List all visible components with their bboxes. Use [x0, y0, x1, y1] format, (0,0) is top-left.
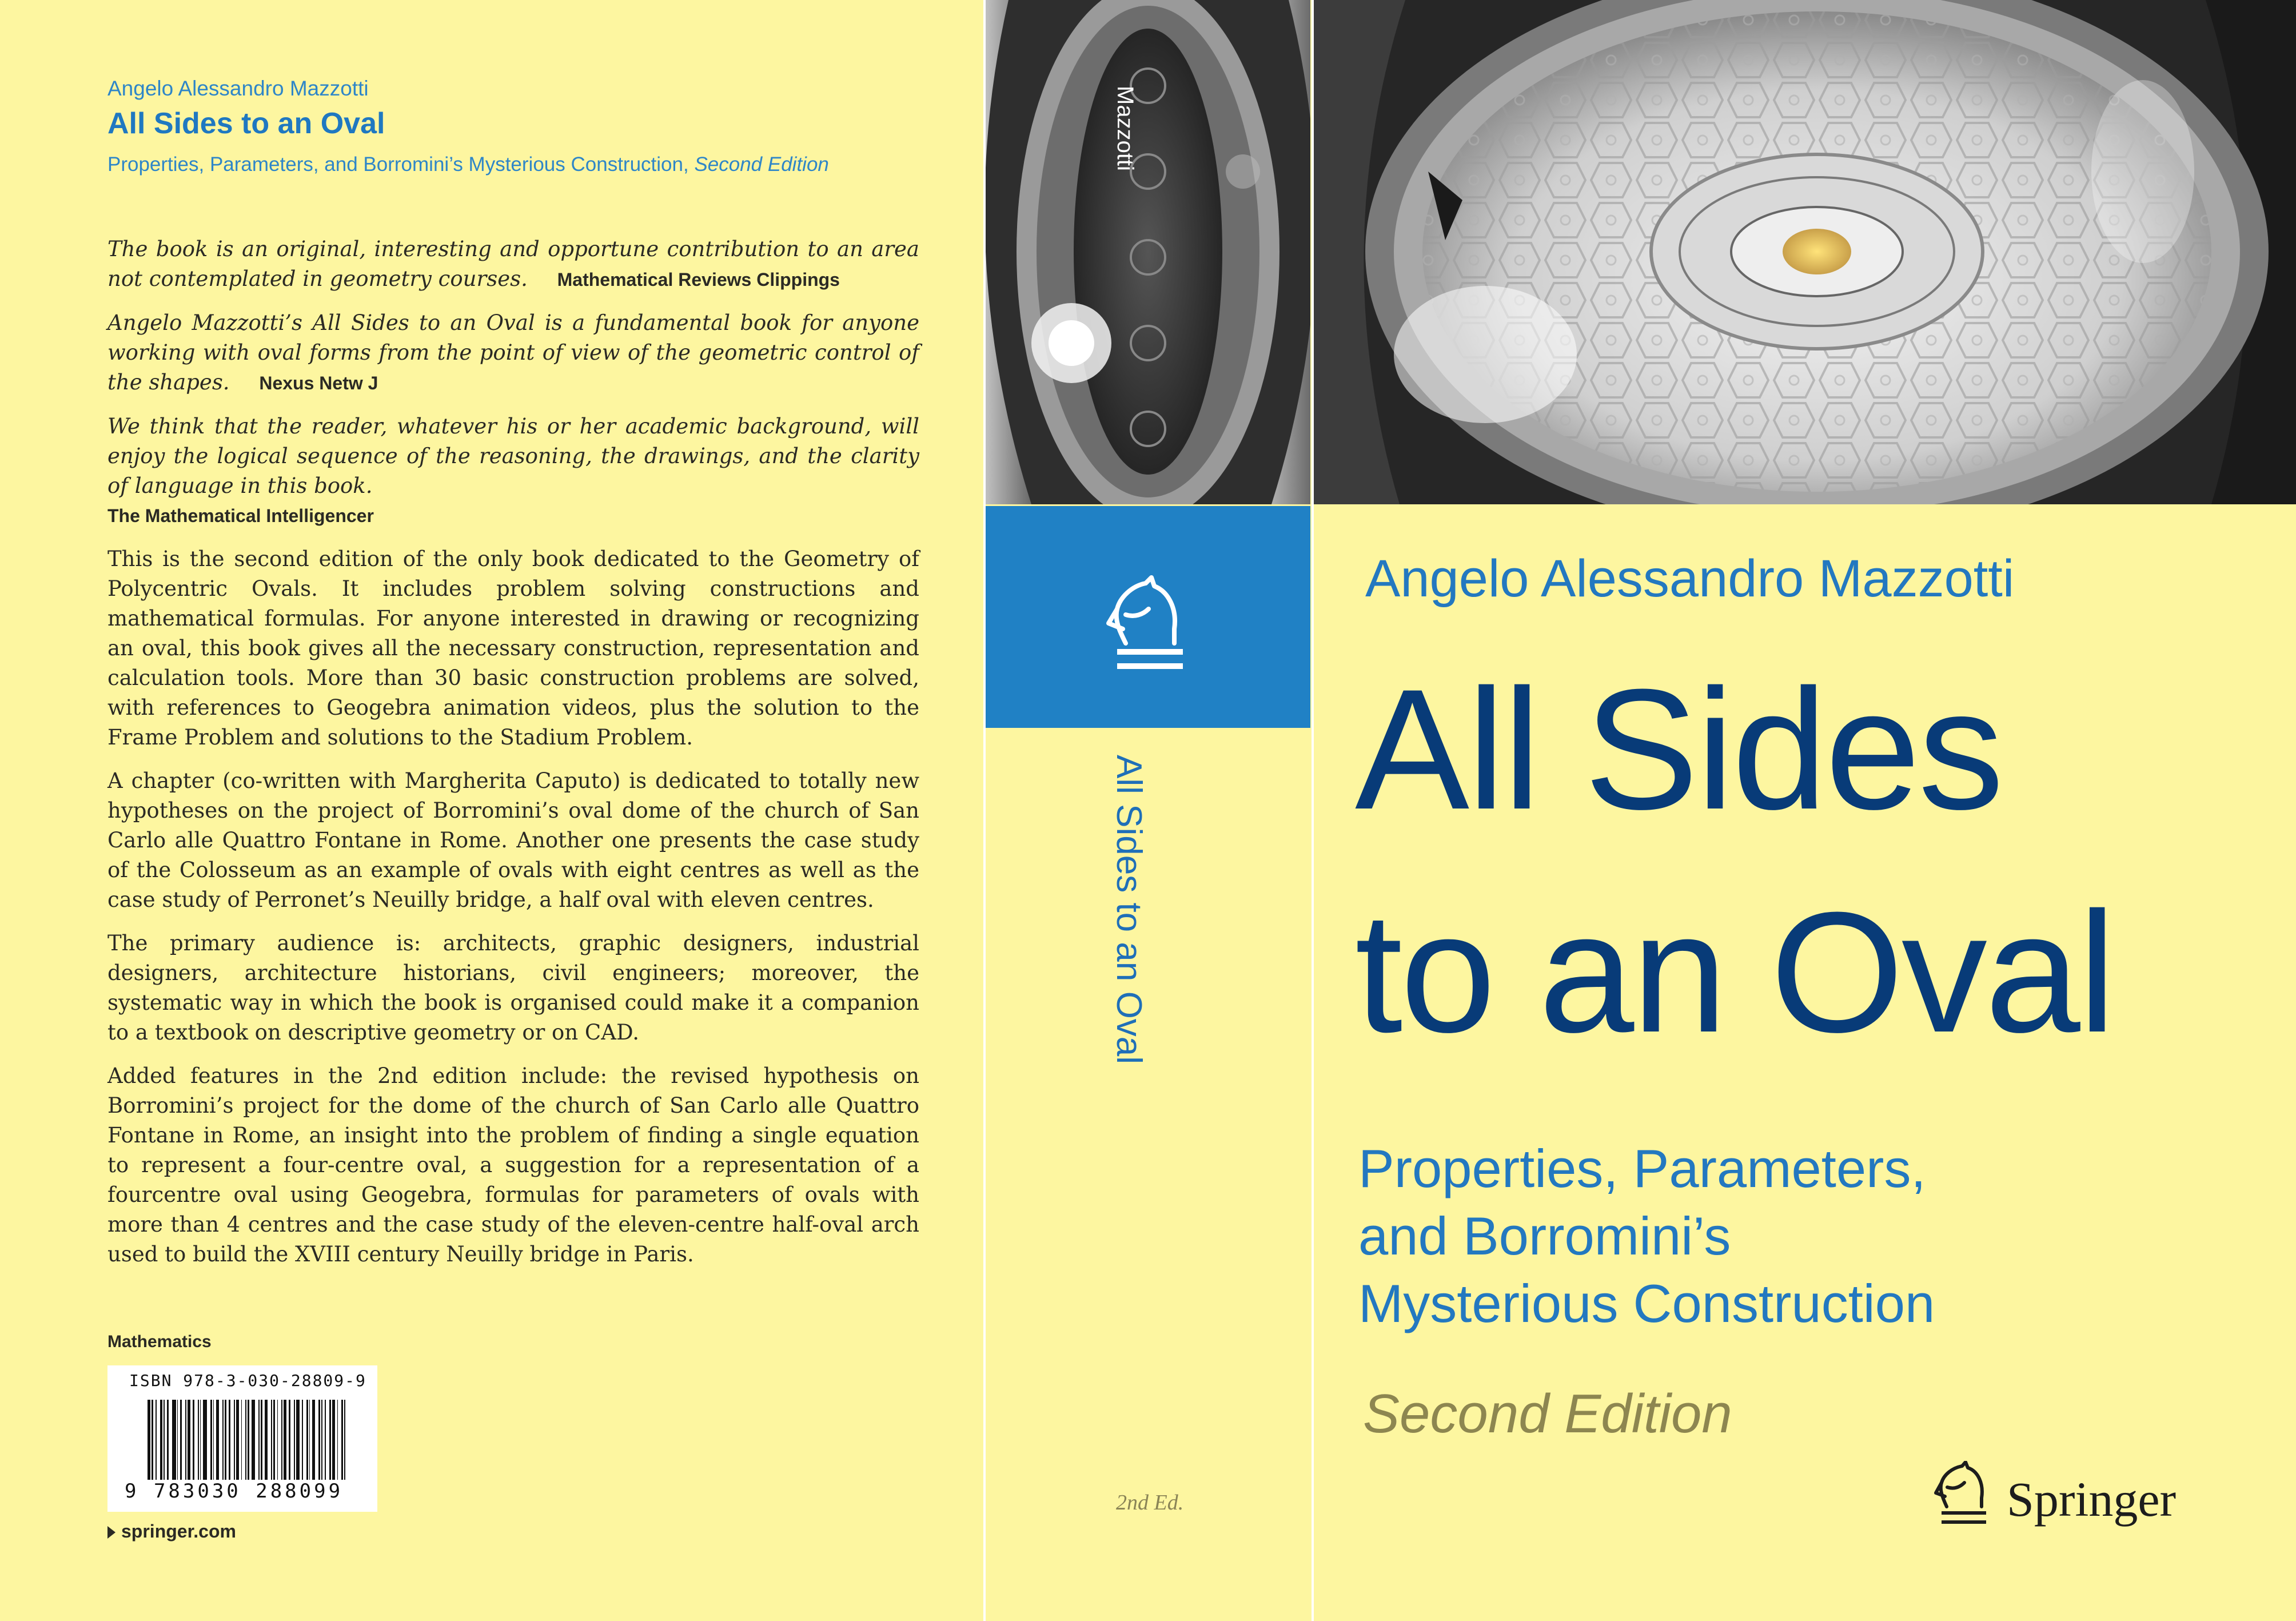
- arrow-right-icon: [107, 1526, 115, 1539]
- barcode-stripe: [248, 1400, 249, 1480]
- barcode-stripe: [152, 1400, 153, 1480]
- barcode-stripe: [188, 1400, 190, 1480]
- barcode-stripe: [318, 1400, 320, 1480]
- barcode-stripe: [258, 1400, 260, 1480]
- springer-knight-logo-icon: [1932, 1461, 1995, 1530]
- barcode-stripe: [289, 1400, 290, 1480]
- barcode-stripe: [172, 1400, 176, 1480]
- barcode-stripe: [332, 1400, 335, 1480]
- barcode-stripe: [241, 1400, 242, 1480]
- barcode-stripe: [156, 1400, 157, 1480]
- barcode-stripe: [302, 1400, 303, 1480]
- subject-label: Mathematics: [107, 1332, 212, 1351]
- spine-title: All Sides to an Oval: [1109, 755, 1149, 1065]
- barcode-image: [107, 1365, 377, 1512]
- barcode-stripe: [271, 1400, 272, 1480]
- barcode-stripe: [185, 1400, 186, 1480]
- quote-source: The Mathematical Intelligencer: [107, 505, 374, 526]
- barcode-stripe: [193, 1400, 194, 1480]
- front-author: Angelo Alessandro Mazzotti: [1365, 549, 2015, 608]
- barcode-stripe: [325, 1400, 326, 1480]
- barcode-stripe: [203, 1400, 206, 1480]
- description-paragraph: A chapter (co-written with Margherita Caputo) is dedicated to totally new hypotheses on the project of Borromini’s oval dome of the church of San Carlo alle Quattro Fontane in Rome. Another one presents the case study of the Colosseum as an example of ovals with eight centres as well as the case study of Perronet’s Neuilly bridge, a half oval with eleven centres.: [107, 768, 919, 912]
- barcode-stripe: [245, 1400, 246, 1480]
- description-paragraph: Added features in the 2nd edition include: the revised hypothesis on Borromini’s project for the dome of the church of San Carlo alle Quattro Fontane in Rome, an insight into the problem of finding a single equation to represent a four-centre oval, a suggestion for a representation of a fourcentre oval using Geogebra, formulas for parameters of ovals with more than 4 centres and the case study of the eleven-centre half-oval arch used to build the XVIII century Neuilly bridge in Paris.: [107, 1064, 919, 1266]
- front-subtitle: [1358, 1135, 1935, 1337]
- barcode-stripe: [312, 1400, 315, 1480]
- front-photo: [1314, 0, 2296, 504]
- barcode-stripe: [321, 1400, 322, 1480]
- review-quote: [107, 234, 919, 294]
- barcode-stripe: [296, 1400, 300, 1480]
- front-title-line2: to an Oval: [1355, 876, 2114, 1068]
- barcode-stripe: [177, 1400, 178, 1480]
- front-title-line1: All Sides: [1355, 653, 2002, 845]
- dome-photo-image: [1314, 0, 2296, 504]
- back-cover: [0, 0, 983, 1621]
- barcode-stripe: [337, 1400, 338, 1480]
- barcode-stripe: [265, 1400, 268, 1480]
- barcode-digits: 9 783030 288099: [125, 1480, 344, 1503]
- barcode-stripe: [200, 1400, 201, 1480]
- spine-logo-block: [986, 506, 1310, 728]
- barcode-stripe: [306, 1400, 308, 1480]
- back-subtitle-edition: Second Edition: [694, 153, 829, 176]
- spine-photo: [986, 0, 1310, 504]
- barcode-stripe: [294, 1400, 295, 1480]
- barcode-stripe: [180, 1400, 182, 1480]
- barcode-stripe: [344, 1400, 345, 1480]
- quote-text: The book is an original, interesting and opportune contribution to an area not contemplated in geometry courses.: [107, 237, 919, 291]
- barcode-stripe: [160, 1400, 163, 1480]
- barcode-stripe: [164, 1400, 165, 1480]
- barcode-stripe: [309, 1400, 310, 1480]
- blurbs: [107, 234, 919, 1283]
- spine-author: Mazzotti: [1113, 86, 1138, 171]
- website-link[interactable]: [107, 1521, 236, 1542]
- description-paragraph: The primary audience is: architects, graphic designers, industrial designers, architecture historians, civil engineers; moreover, the systematic way in which the book is organised could make it a companion to a textbook on descriptive geometry or on CAD.: [107, 931, 919, 1045]
- back-subtitle: [107, 153, 829, 176]
- front-edition: Second Edition: [1363, 1383, 1732, 1444]
- barcode-stripe: [198, 1400, 199, 1480]
- barcode-stripe: [284, 1400, 286, 1480]
- website-text: springer.com: [121, 1521, 236, 1542]
- back-subtitle-text: Properties, Parameters, and Borromini’s Mysterious Construction,: [107, 153, 689, 176]
- barcode-stripe: [277, 1400, 278, 1480]
- front-subtitle-line: Properties, Parameters,: [1358, 1138, 1926, 1198]
- back-author: Angelo Alessandro Mazzotti: [107, 77, 369, 100]
- review-quote: [107, 308, 919, 398]
- review-quote: [107, 412, 919, 531]
- barcode-stripe: [216, 1400, 219, 1480]
- publisher-name: Springer: [2007, 1472, 2177, 1527]
- barcode-stripe: [225, 1400, 226, 1480]
- barcode-stripe: [281, 1400, 282, 1480]
- barcode-stripe: [167, 1400, 169, 1480]
- barcode-stripe: [236, 1400, 239, 1480]
- isbn-text: ISBN 978-3-030-28809-9: [129, 1371, 366, 1390]
- spine-edition: 2nd Ed.: [1116, 1491, 1184, 1515]
- barcode-stripe: [210, 1400, 212, 1480]
- back-title: All Sides to an Oval: [107, 107, 385, 140]
- description-paragraph: This is the second edition of the only book dedicated to the Geometry of Polycentric Ovals. It includes problem solving constructions and mathematical formulas. For anyone interested in drawing or recognizing an oval, this book gives all the necessary construction, representation and calculation tools. More than 30 basic construction problems are solved, with references to Geogebra animation videos, plus the solution to the Frame Problem and solutions to the Stadium Problem.: [107, 547, 919, 750]
- front-subtitle-line: Mysterious Construction: [1358, 1273, 1935, 1333]
- barcode-stripe: [234, 1400, 235, 1480]
- spine-dome-photo-image: [986, 0, 1310, 504]
- barcode-stripe: [222, 1400, 224, 1480]
- front-subtitle-line: and Borromini’s: [1358, 1206, 1731, 1266]
- quote-source: Nexus Netw J: [259, 373, 378, 393]
- quote-source: Mathematical Reviews Clippings: [557, 269, 840, 290]
- barcode-bars: [148, 1400, 348, 1480]
- barcode-stripe: [252, 1400, 255, 1480]
- barcode-stripe: [229, 1400, 230, 1480]
- barcode-stripe: [329, 1400, 331, 1480]
- quote-text: Angelo Mazzotti’s All Sides to an Oval is a fundamental book for anyone working with oval forms from the point of view of the geometric control of the shapes.: [107, 310, 919, 395]
- barcode-stripe: [261, 1400, 262, 1480]
- quote-text: We think that the reader, whatever his or her academic background, will enjoy the logical sequence of the reasoning, the drawings, and the clarity of language in this book.: [107, 414, 919, 498]
- barcode-stripe: [341, 1400, 343, 1480]
- knight-chess-logo-icon: [1103, 575, 1194, 678]
- barcode-stripe: [213, 1400, 214, 1480]
- barcode-stripe: [273, 1400, 275, 1480]
- barcode-stripe: [148, 1400, 150, 1480]
